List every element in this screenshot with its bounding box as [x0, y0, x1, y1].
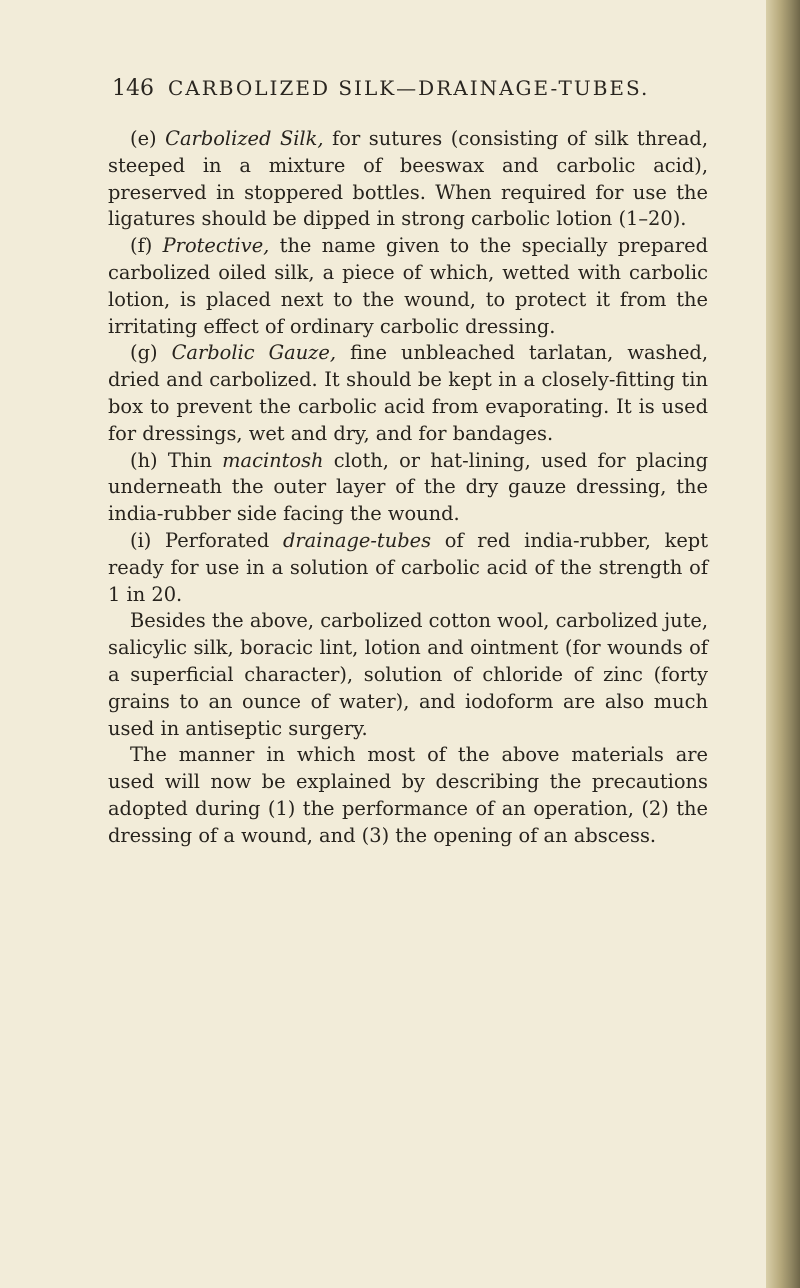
item-pre: Perforated [151, 528, 283, 552]
item-label: (h) [130, 448, 158, 472]
item-body: the name given to the specially prepared carbolized oiled silk, a piece of which, wetted with carbolic lotion, is placed next to the wound, to protect it from the irritating effect of ordinary carbolic dressing. [108, 234, 708, 338]
item-term: Carbolic Gauze, [171, 341, 337, 365]
running-title: CARBOLIZED SILK—DRAINAGE-TUBES. [168, 76, 650, 100]
item-body: fine unbleached tarlatan, washed, dried and carbolized. It should be kept in a closely-fitting tin box to prevent the carbolic acid from evaporating. It is used for dressings, wet and dry, and for bandages. [108, 341, 708, 445]
item-body: of red india-rubber, kept ready for use in a solution of carbolic acid of the strength of 1 in 20. [108, 528, 709, 606]
item-term: Carbolized Silk, [165, 127, 324, 150]
item-term: drainage-tubes [283, 528, 432, 552]
paragraph-manner: The manner in which most of the above materials are used will now be explained by describing the precautions adopted during (1) the performance of an operation, (2) the dressing of a wound, and (3) the opening of an abscess. [108, 743, 708, 847]
item-label: (i) [130, 528, 152, 552]
paragraph-besides: Besides the above, carbolized cotton wool, carbolized jute, salicylic silk, boracic lint, lotion and ointment (for wounds of a superficial character), solution of chloride of zinc (forty grains to an ounce of water), and iodoform are also much used in antiseptic surgery. [108, 609, 708, 740]
item-label: (e) [130, 127, 157, 150]
running-header [112, 76, 712, 101]
paragraph-h [108, 448, 708, 528]
paragraph-e [108, 126, 708, 233]
item-term: Protective, [162, 234, 270, 258]
page-edge-shadow [766, 0, 800, 1288]
item-body: cloth, or hat-lining, used for placing underneath the outer layer of the dry gauze dressing, the india-rubber side facing the wound. [108, 448, 708, 526]
page-number: 146 [112, 76, 154, 101]
item-body: for sutures (consisting of silk thread, steeped in a mixture of beeswax and carbolic acid), preserved in stoppered bottles. When required for use the ligatures should be dipped in strong carbolic lotion (1–20). [108, 127, 708, 231]
item-term: macintosh [222, 448, 324, 472]
body-text [108, 126, 708, 850]
paragraph-f [108, 233, 708, 340]
paragraph-i [108, 528, 708, 608]
item-pre: Thin [157, 448, 223, 472]
item-label: (f) [130, 234, 153, 258]
item-label: (g) [130, 341, 158, 365]
paragraph-g [108, 340, 708, 447]
